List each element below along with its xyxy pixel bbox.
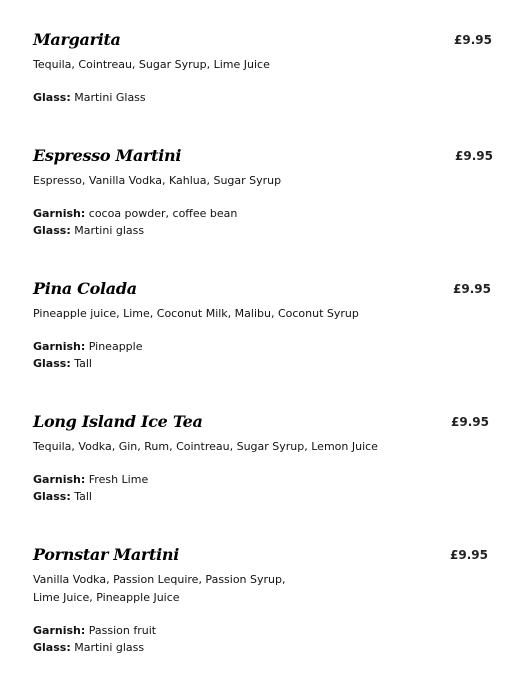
- garnish-label: Garnish:: [33, 624, 86, 637]
- item-glass: [33, 639, 144, 656]
- garnish-value: Pineapple: [88, 340, 143, 353]
- item-ingredients: [33, 571, 286, 606]
- glass-label: Glass:: [33, 357, 71, 370]
- item-price: £9.95: [454, 33, 492, 47]
- item-name: Margarita: [33, 30, 121, 49]
- item-glass: [33, 355, 92, 372]
- glass-label: Glass:: [33, 224, 71, 237]
- glass-value: Tall: [74, 357, 92, 370]
- glass-value: Tall: [74, 490, 92, 503]
- ingredients-line: Lime Juice, Pineapple Juice: [33, 590, 180, 604]
- item-name: Pornstar Martini: [33, 545, 179, 564]
- ingredients-line: Vanilla Vodka, Passion Lequire, Passion Syrup,: [33, 573, 286, 586]
- glass-value: Martini glass: [74, 641, 145, 654]
- ingredients-line: Tequila, Cointreau, Sugar Syrup, Lime Juice: [33, 58, 270, 71]
- item-price: £9.95: [451, 415, 489, 429]
- item-price: £9.95: [453, 282, 491, 296]
- garnish-value: Fresh Lime: [88, 473, 149, 486]
- ingredients-line: Pineapple juice, Lime, Coconut Milk, Malibu, Coconut Syrup: [33, 307, 359, 320]
- garnish-label: Garnish:: [33, 473, 86, 486]
- garnish-label: Garnish:: [33, 340, 86, 353]
- item-name: Pina Colada: [33, 279, 137, 298]
- glass-value: Martini glass: [74, 224, 145, 237]
- item-garnish: [33, 205, 237, 222]
- garnish-value: Passion fruit: [88, 624, 157, 637]
- item-ingredients: [33, 172, 281, 190]
- item-price: £9.95: [450, 548, 488, 562]
- item-glass: [33, 488, 92, 505]
- glass-label: Glass:: [33, 490, 71, 503]
- item-name: Espresso Martini: [33, 146, 182, 165]
- garnish-value: cocoa powder, coffee bean: [88, 207, 238, 220]
- item-glass: [33, 89, 146, 106]
- item-ingredients: [33, 56, 270, 74]
- glass-value: Martini Glass: [74, 91, 146, 104]
- item-garnish: [33, 471, 148, 488]
- ingredients-line: Tequila, Vodka, Gin, Rum, Cointreau, Sugar Syrup, Lemon Juice: [33, 440, 378, 453]
- item-garnish: [33, 622, 156, 639]
- item-ingredients: [33, 305, 359, 323]
- item-glass: [33, 222, 144, 239]
- glass-label: Glass:: [33, 641, 71, 654]
- item-ingredients: [33, 438, 378, 456]
- item-name: Long Island Ice Tea: [33, 412, 203, 431]
- glass-label: Glass:: [33, 91, 71, 104]
- garnish-label: Garnish:: [33, 207, 86, 220]
- item-price: £9.95: [455, 149, 493, 163]
- ingredients-line: Espresso, Vanilla Vodka, Kahlua, Sugar Syrup: [33, 174, 282, 187]
- item-garnish: [33, 338, 142, 355]
